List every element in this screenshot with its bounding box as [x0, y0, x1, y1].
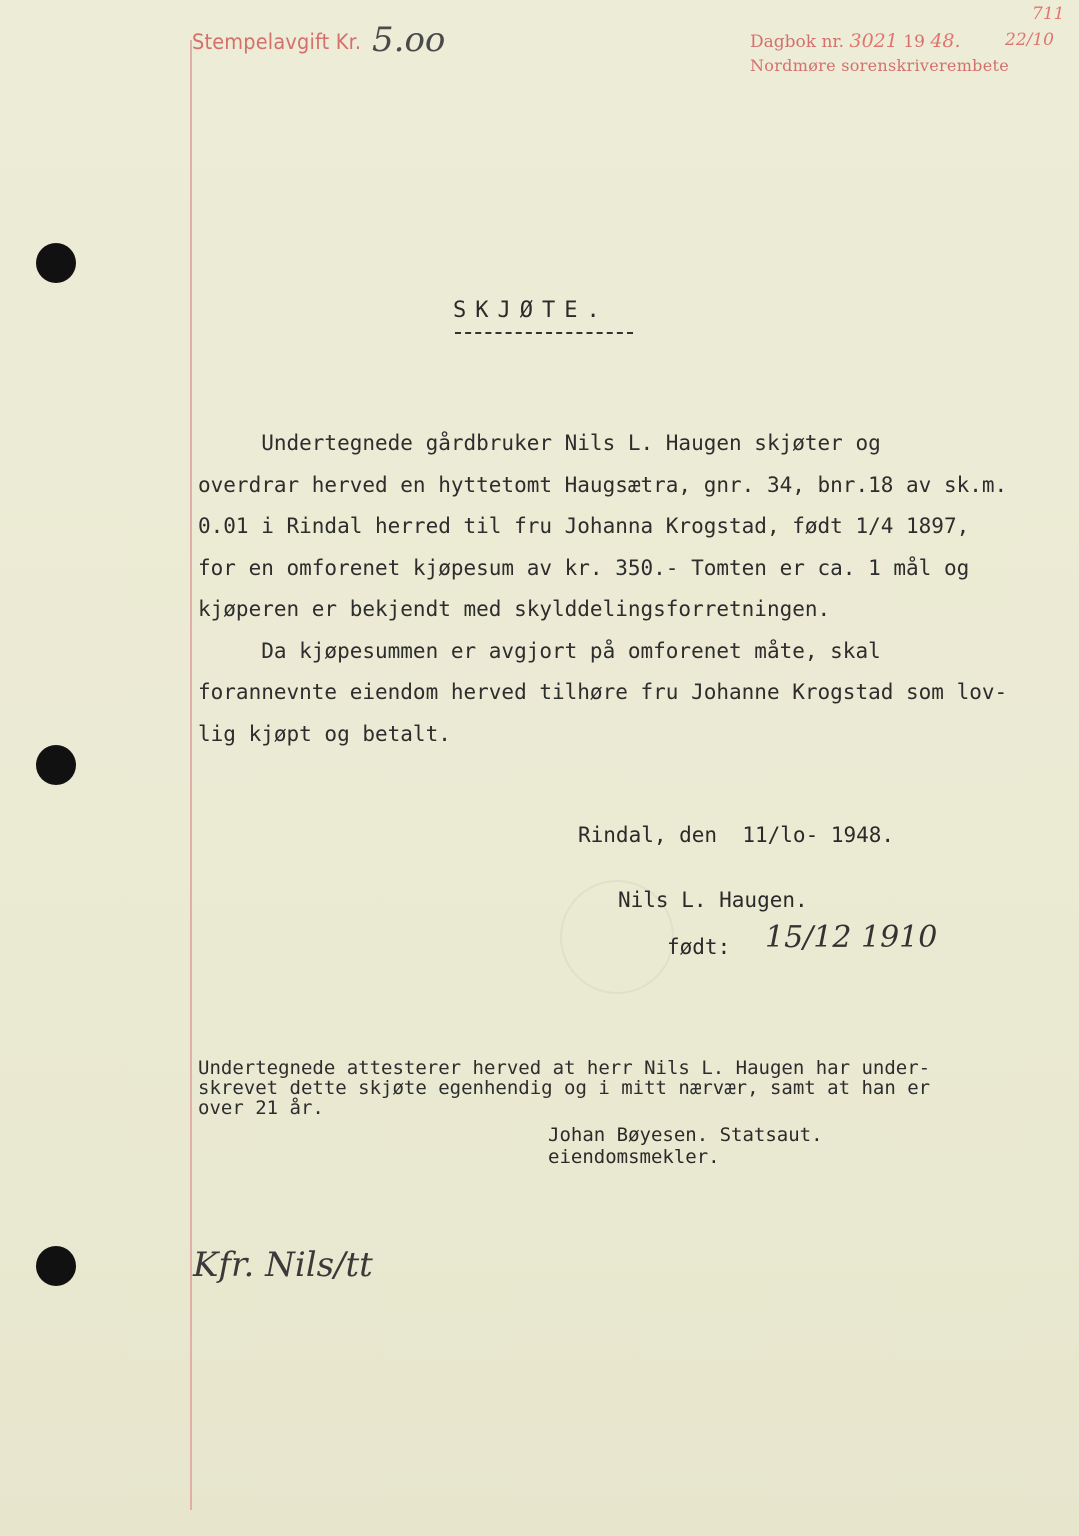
- handwritten-note: Kfr. Nils/tt: [193, 1245, 373, 1285]
- attester-line: Johan Bøyesen. Statsaut.: [548, 1124, 823, 1146]
- binder-hole-top: [36, 243, 76, 283]
- place-date: Rindal, den 11/lo- 1948.: [578, 823, 895, 847]
- body-line: for en omforenet kjøpesum av kr. 350.- Tomten er ca. 1 mål og: [198, 555, 970, 580]
- margin-line: [190, 40, 192, 1510]
- attestation-text: [198, 1058, 1028, 1118]
- body-line: 0.01 i Rindal herred til fru Johanna Krogstad, født 1/4 1897,: [198, 514, 970, 538]
- document-title: SKJØTE.: [453, 298, 609, 323]
- body-line: Da kjøpesummen er avgjort på omforenet måte, skal: [198, 638, 881, 663]
- stamp-fee-amount: 5.oo: [372, 20, 446, 60]
- attester-line: eiendomsmekler.: [548, 1146, 720, 1168]
- office-stamp: Nordmøre sorenskriverembete: [750, 56, 1009, 75]
- attest-line: skrevet dette skjøte egenhendig og i mitt nærvær, samt at han er: [198, 1077, 931, 1099]
- body-line: lig kjøpt og betalt.: [198, 721, 451, 746]
- title-underline: [455, 332, 633, 334]
- body-line: kjøperen er bekjendt med skylddelingsforretningen.: [198, 597, 831, 621]
- binder-hole-middle: [36, 745, 76, 785]
- page-number: 711: [1032, 4, 1065, 24]
- attest-line: over 21 år.: [198, 1097, 324, 1119]
- dagbok-label: Dagbok nr.: [750, 32, 845, 52]
- signer-name: Nils L. Haugen.: [618, 888, 808, 912]
- dagbok-stamp: [750, 30, 961, 52]
- entry-date: 22/10: [1005, 30, 1054, 50]
- attester-signature: [548, 1124, 823, 1168]
- stamp-fee-label: Stempelavgift Kr.: [192, 30, 362, 54]
- dagbok-year-prefix: 19: [903, 32, 925, 52]
- born-date: 15/12 1910: [765, 920, 938, 955]
- body-line: forannevnte eiendom herved tilhøre fru Johanne Krogstad som lov-: [198, 680, 1008, 704]
- dagbok-year: 48.: [930, 30, 961, 52]
- born-label: født:: [667, 935, 731, 959]
- binder-hole-bottom: [36, 1246, 76, 1286]
- attest-line: Undertegnede attesterer herved at herr Nils L. Haugen har under-: [198, 1057, 931, 1079]
- body-line: overdrar herved en hyttetomt Haugsætra, gnr. 34, bnr.18 av sk.m.: [198, 472, 1008, 497]
- deed-body: [198, 423, 1018, 755]
- dagbok-number: 3021: [849, 30, 898, 52]
- body-line: Undertegnede gårdbruker Nils L. Haugen skjøter og: [198, 431, 881, 455]
